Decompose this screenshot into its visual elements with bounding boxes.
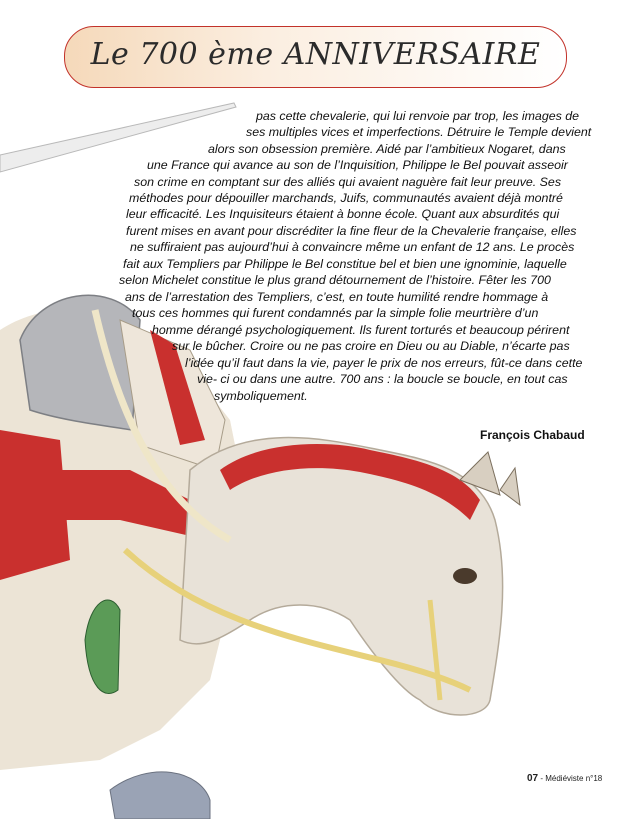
body-line: leur efficacité. Les Inquisiteurs étaient à bonne école. Quant aux absurdités qui	[126, 207, 560, 221]
body-line: ans de l’arrestation des Templiers, c’est, en toute humilité rendre hommage à	[125, 290, 549, 304]
body-line: furent mises en avant pour discréditer la fine fleur de la Chevalerie française, elles	[126, 224, 577, 238]
author-signature: François Chabaud	[480, 428, 585, 442]
magazine-name: - Médiéviste n°18	[538, 774, 603, 783]
body-line: sur le bûcher. Croire ou ne pas croire en Dieu ou au Diable, n’écarte pas	[172, 339, 570, 353]
body-line: ses multiples vices et imperfections. Détruire le Temple devient	[246, 125, 592, 139]
horse-eye	[453, 568, 477, 584]
body-line: l’idée qu’il faut dans la vie, payer le prix de nos erreurs, fût-ce dans cette	[185, 356, 583, 370]
body-line: son crime en comptant sur des alliés qui avaient naguère fait leur preuve. Ses	[134, 175, 562, 189]
body-line: fait aux Templiers par Philippe le Bel constitue bel et bien une ignominie, laquelle	[123, 257, 567, 271]
horse-ear-right	[500, 468, 520, 505]
title-banner	[64, 26, 567, 88]
page-title: Le 700 ème ANNIVERSAIRE	[90, 37, 541, 72]
body-line: ne suffiraient pas aujourd’hui à convaincre même un enfant de 12 ans. Le procès	[130, 240, 575, 254]
body-line: une France qui avance au son de l’Inquisition, Philippe le Bel pouvait asseoir	[147, 158, 568, 172]
page-footer	[527, 773, 602, 784]
armored-foot	[110, 772, 210, 819]
page-number: 07	[527, 773, 539, 784]
body-line: selon Michelet constitue le plus grand détournement de l’histoire. Fêter les 700	[119, 273, 551, 287]
body-line: vie- ci ou dans une autre. 700 ans : la boucle se boucle, en tout cas	[197, 372, 568, 386]
body-line: tous ces hommes qui furent condamnés par la simple folie meurtrière d’un	[132, 306, 539, 320]
body-line: homme dérangé psychologiquement. Ils furent torturés et beaucoup périrent	[152, 323, 570, 337]
body-line: alors son obsession première. Aidé par l’ambitieux Nogaret, dans	[208, 142, 566, 156]
body-line: pas cette chevalerie, qui lui renvoie par trop, les images de	[256, 109, 580, 123]
body-line: méthodes pour dépouiller marchands, Juifs, communautés avaient déjà montré	[129, 191, 563, 205]
body-line: symboliquement.	[214, 389, 308, 403]
